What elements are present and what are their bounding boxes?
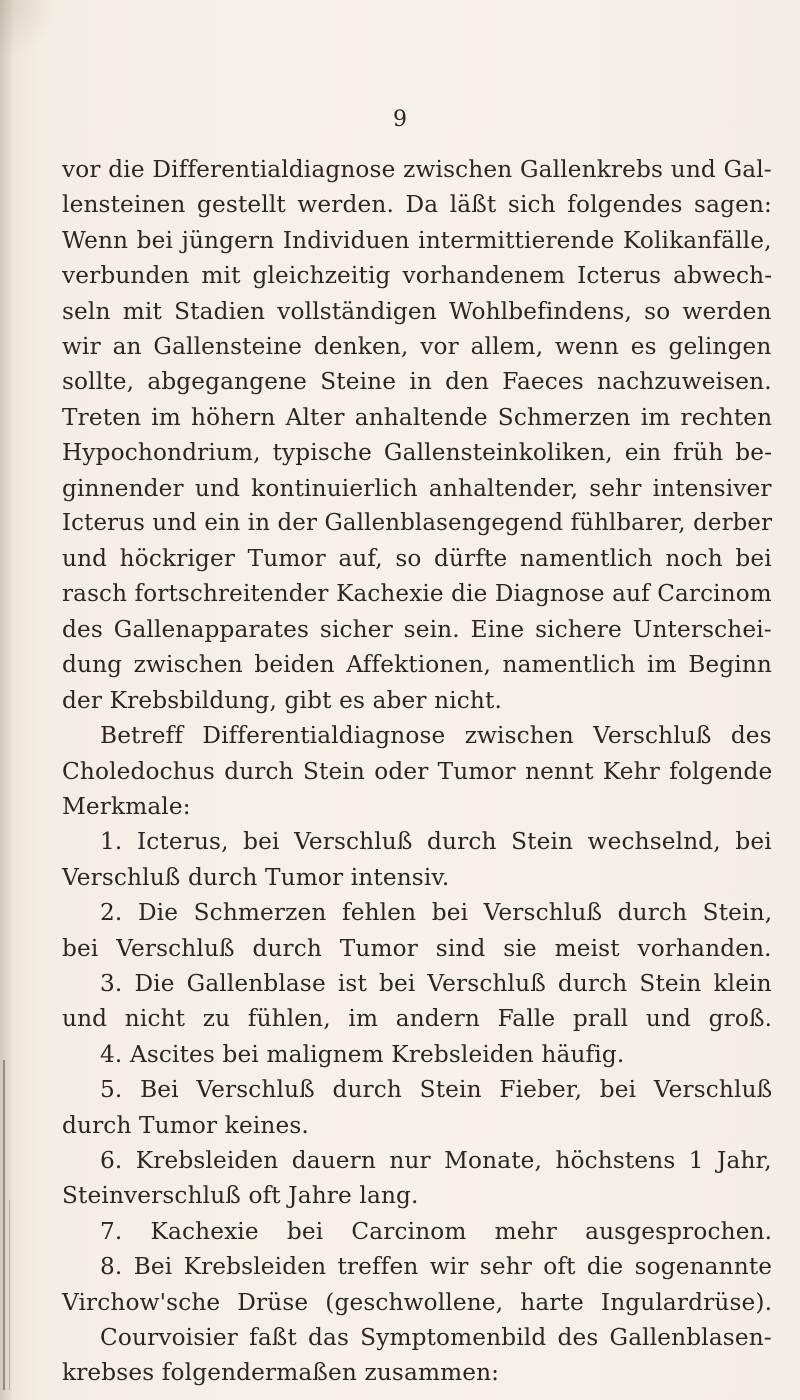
text-line: und nicht zu fühlen, im andern Falle prall und groß. <box>62 1005 773 1033</box>
text-line: Verschluß durch Tumor intensiv. <box>62 863 450 891</box>
text-line: Virchow'sche Drüse (geschwollene, harte Ingulardrüse). <box>62 1288 773 1316</box>
text-line: Betreff Differentialdiagnose zwischen Verschluß des <box>100 722 772 750</box>
body-text <box>62 152 772 1391</box>
page-number: 9 <box>393 107 407 132</box>
text-line: 6. Krebsleiden dauern nur Monate, höchstens 1 Jahr, <box>100 1146 772 1174</box>
text-line: und höckriger Tumor auf, so dürfte namentlich noch bei <box>62 545 772 573</box>
binding-edge-inner <box>9 1200 10 1390</box>
text-line: 2. Die Schmerzen fehlen bei Verschluß durch Stein, <box>100 899 773 927</box>
text-line: bei Verschluß durch Tumor sind sie meist vorhanden. <box>62 934 772 962</box>
text-line: verbunden mit gleichzeitig vorhandenem Icterus abwech- <box>62 262 773 290</box>
text-line: sollte, abgegangene Steine in den Faeces nachzuweisen. <box>62 368 772 396</box>
text-line: ginnender und kontinuierlich anhaltender, sehr intensiver <box>62 474 772 502</box>
text-line: des Gallenapparates sicher sein. Eine sichere Unterschei- <box>62 616 772 644</box>
text-line: seln mit Stadien vollständigen Wohlbefindens, so werden <box>62 297 772 325</box>
text-line: wir an Gallensteine denken, vor allem, wenn es gelingen <box>62 332 772 360</box>
text-line: krebses folgendermaßen zusammen: <box>62 1359 500 1387</box>
text-line: lensteinen gestellt werden. Da läßt sich folgendes sagen: <box>62 191 772 219</box>
text-line: 1. Icterus, bei Verschluß durch Stein wechselnd, bei <box>100 828 772 856</box>
text-line: 7. Kachexie bei Carcinom mehr ausgesprochen. <box>100 1217 773 1245</box>
text-line: vor die Differentialdiagnose zwischen Gallenkrebs und Gal- <box>62 156 772 183</box>
text-line: Steinverschluß oft Jahre lang. <box>62 1182 419 1210</box>
text-line: Wenn bei jüngern Individuen intermittierende Kolikanfälle, <box>62 226 772 254</box>
text-line: Merkmale: <box>62 793 191 821</box>
text-line: Hypochondrium, typische Gallensteinkoliken, ein früh be- <box>62 439 773 467</box>
text-line: Treten im höhern Alter anhaltende Schmerzen im rechten <box>62 403 773 431</box>
text-line: Courvoisier faßt das Symptomenbild des Gallenblasen- <box>100 1323 772 1351</box>
text-line: dung zwischen beiden Affektionen, namentlich im Beginn <box>62 651 773 679</box>
text-line: 5. Bei Verschluß durch Stein Fieber, bei Verschluß <box>100 1076 773 1104</box>
text-line: Choledochus durch Stein oder Tumor nennt Kehr folgende <box>62 757 773 785</box>
text-line: Icterus und ein in der Gallenblasengegend fühlbarer, derber <box>62 509 773 536</box>
text-line: durch Tumor keines. <box>62 1111 309 1139</box>
binding-edge <box>3 1060 5 1390</box>
text-line: rasch fortschreitender Kachexie die Diagnose auf Carcinom <box>62 580 772 607</box>
text-line: der Krebsbildung, gibt es aber nicht. <box>62 686 502 714</box>
text-line: 4. Ascites bei malignem Krebsleiden häufig. <box>100 1040 625 1068</box>
text-line: 3. Die Gallenblase ist bei Verschluß durch Stein klein <box>100 969 772 997</box>
text-line: 8. Bei Krebsleiden treffen wir sehr oft die sogenannte <box>100 1253 773 1281</box>
